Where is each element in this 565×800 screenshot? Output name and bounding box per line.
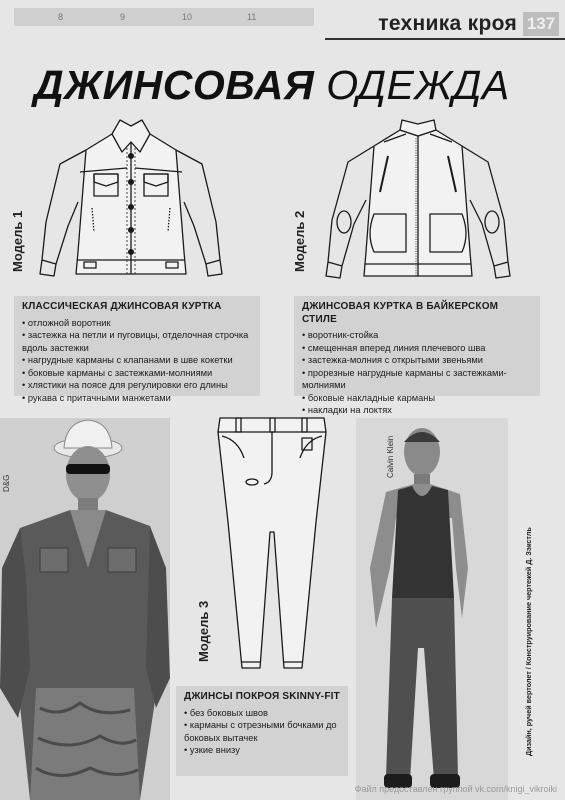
- page-header: [0, 0, 565, 36]
- model-3-description: [176, 686, 348, 776]
- model-2-heading: ДЖИНСОВАЯ КУРТКА В БАЙКЕРСКОМ СТИЛЕ: [302, 301, 499, 325]
- page-number: 137: [523, 12, 559, 36]
- model-2-label: Модель 2: [292, 210, 307, 272]
- model-2-description: [294, 296, 540, 415]
- photo-credit-dg: D&G: [2, 474, 11, 492]
- model-1-features: [22, 317, 254, 405]
- feature-item: • прорезные нагрудные карманы с застежками-молниями: [302, 367, 534, 392]
- feature-item: • застежка-молния с открытыми звеньями: [302, 354, 534, 367]
- footer-watermark: Файл предоставлен группой vk.com/knigi_vikroiki: [354, 784, 557, 794]
- model-2-features: [302, 329, 534, 417]
- page-title: [34, 62, 510, 109]
- feature-item: • карманы с отрезными бочками до боковых вытачек: [184, 719, 342, 744]
- model-1-label: Модель 1: [10, 210, 25, 272]
- model-3-features: [184, 707, 342, 757]
- model-3-heading: ДЖИНСЫ ПОКРОЯ SKINNY-FIT: [184, 691, 340, 702]
- feature-item: • воротник-стойка: [302, 329, 534, 342]
- ruler-number: 11: [247, 12, 257, 22]
- ruler-number: 9: [120, 12, 126, 22]
- title-bold: ДЖИНСОВАЯ: [34, 62, 315, 108]
- model-1-heading: КЛАССИЧЕСКАЯ ДЖИНСОВАЯ КУРТКА: [22, 301, 222, 312]
- biker-jacket-sketch: [318, 112, 518, 288]
- section-title: техника кроя: [378, 12, 517, 35]
- skinny-jeans-sketch: [212, 412, 332, 674]
- feature-item: • накладки на локтях: [302, 404, 534, 417]
- photo-tank-top-model: [356, 418, 508, 800]
- feature-item: • боковые накладные карманы: [302, 392, 534, 405]
- feature-item: • без боковых швов: [184, 707, 342, 720]
- photo-denim-jacket-model: [0, 418, 170, 800]
- model-1-description: [14, 296, 260, 403]
- side-credit: Дизайн, ручей вертолет / Конструирование чертежей Д. Зэкстль: [524, 527, 533, 756]
- photo-credit-ck: Calvin Klein: [386, 435, 395, 478]
- feature-item: • застежка на петли и пуговицы, отделочная строчка вдоль застежки: [22, 329, 254, 354]
- feature-item: • отложной воротник: [22, 317, 254, 330]
- feature-item: • рукава с притачными манжетами: [22, 392, 254, 405]
- feature-item: • боковые карманы с застежками-молниями: [22, 367, 254, 380]
- feature-item: • хлястики на поясе для регулировки его длины: [22, 379, 254, 392]
- feature-item: • узкие внизу: [184, 744, 342, 757]
- classic-jacket-sketch: [34, 112, 228, 288]
- title-light: ОДЕЖДА: [326, 62, 510, 108]
- feature-item: • нагрудные карманы с клапанами в шве кокетки: [22, 354, 254, 367]
- ruler-number: 10: [182, 12, 193, 22]
- feature-item: • смещенная вперед линия плечевого шва: [302, 342, 534, 355]
- model-3-label: Модель 3: [196, 600, 211, 662]
- header-rule: [325, 38, 565, 40]
- ruler-number: 8: [58, 12, 64, 22]
